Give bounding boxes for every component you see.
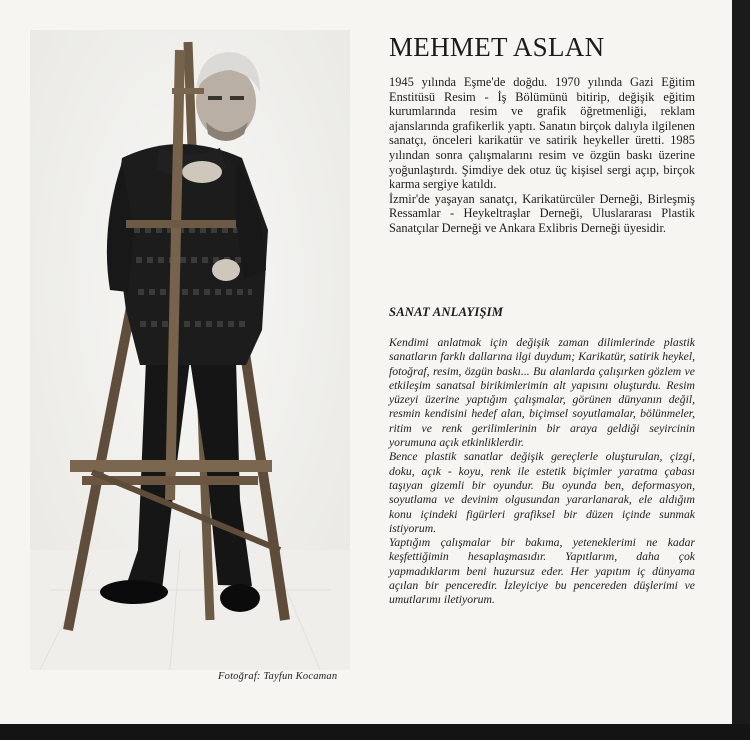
page-edge-shadow	[732, 0, 750, 740]
biography-paragraph: İzmir'de yaşayan sanatçı, Karikatürcüler Derneği, Birleşmiş Ressamlar - Heykeltraşlar Derneği, Uluslararası Plastik Sanatçılar Derneği ve Ankara Exlibris Derneği üyesidir.	[389, 191, 695, 235]
page-bottom-shadow	[0, 724, 750, 740]
biography-paragraph: 1945 yılında Eşme'de doğdu. 1970 yılında Gazi Eğitim Enstitüsü Resim - İş Bölümünü bitirip, değişik eğitim kurumlarında resim ve grafik öğretmenliği, reklam ajanslarında grafikerlik yaptı. Sanatın birçok dalıyla ilgilenen sanatçı, önceleri karikatür ve satirik heykeller üretti. 1985 yılından sonra çalışmalarını resim ve özgün baskı üzerine yoğunlaştırdı. Şimdiye dek otuz üç kişisel sergi açıp, birçok karma sergiye katıldı.	[389, 75, 695, 192]
photo-caption: Fotoğraf: Tayfun Kocaman	[218, 671, 338, 682]
statement-paragraph: Yaptığım çalışmalar bir bakıma, yeteneklerimi ne kadar keşfettiğimin hesaplaşmasıdır. Yapıtlarım, daha çok yapmadıklarım beni huzursuz eder. Her yapıtım iç dünyama açılan bir penceredir. İzleyiciye bu pencereden düşlerimi ve umutlarımı iletiyorum.	[389, 536, 695, 607]
biography	[389, 75, 695, 236]
art-statement	[389, 336, 695, 608]
statement-paragraph: Bence plastik sanatlar değişik gereçlerle oluşturulan, çizgi, doku, açık - koyu, renk ile estetik biçimler yaratma çabası taşıyan gizemli bir oyundur. Bu oyunda ben, deformasyon, soyutlama ve devinim olgusundan yararlanarak, ele aldığım konu içindeki figürleri grafiksel bir düzen içinde sunmak istiyorum.	[389, 450, 695, 535]
statement-paragraph: Kendimi anlatmak için değişik zaman dilimlerinde plastik sanatların farklı dallarına ilgi duydum; Karikatür, satirik heykel, fotoğraf, resim, özgün baskı... Bu alanlarda çalışırken gözlem ve etkileşim sanatsal birikimlerimin alt yapısını oluşturdu. Resim yüzeyi üzerine yaptığım çalışmalar, görünen dünyanın değil, resmin kendisini hedef alan, biçimsel soyutlamalar, bölünmeler, ritim ve renk gerilimlerinin bir araya geldiği seyircinin yorumuna açık etkinliklerdir.	[389, 336, 695, 450]
section-title: SANAT ANLAYIŞIM	[389, 305, 504, 319]
artist-photo	[30, 30, 350, 670]
artist-name-title: MEHMET ASLAN	[389, 32, 605, 62]
